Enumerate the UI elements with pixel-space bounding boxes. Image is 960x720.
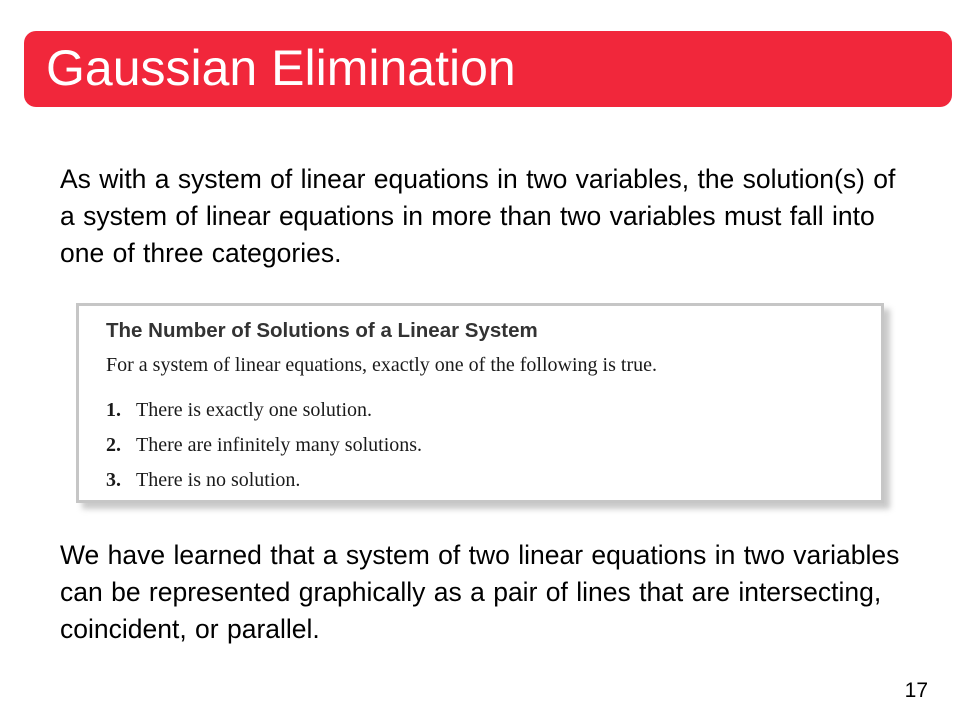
solutions-list	[106, 397, 422, 502]
intro-paragraph: As with a system of linear equations in two variables, the solution(s) of a system of linear equations in more than two variables must fall into one of three categories.	[60, 164, 896, 268]
title-bar	[24, 31, 952, 107]
list-item-number: 1.	[106, 399, 121, 421]
list-item-number: 2.	[106, 434, 121, 456]
page-number: 17	[904, 679, 928, 702]
theorem-heading: The Number of Solutions of a Linear System	[106, 319, 538, 342]
slide-title: Gaussian Elimination	[46, 40, 516, 96]
list-item-text: There is exactly one solution.	[136, 399, 373, 421]
list-item	[106, 467, 422, 502]
list-item-number: 3.	[106, 469, 121, 491]
theorem-intro: For a system of linear equations, exactly one of the following is true.	[106, 354, 657, 376]
list-item	[106, 432, 422, 467]
graphical-paragraph: We have learned that a system of two linear equations in two variables can be represented graphically as a pair of lines that are intersecting, coincident, or parallel.	[60, 540, 900, 644]
list-item	[106, 397, 422, 432]
list-item-text: There are infinitely many solutions.	[136, 434, 423, 456]
list-item-text: There is no solution.	[136, 469, 301, 491]
theorem-box	[76, 303, 884, 503]
